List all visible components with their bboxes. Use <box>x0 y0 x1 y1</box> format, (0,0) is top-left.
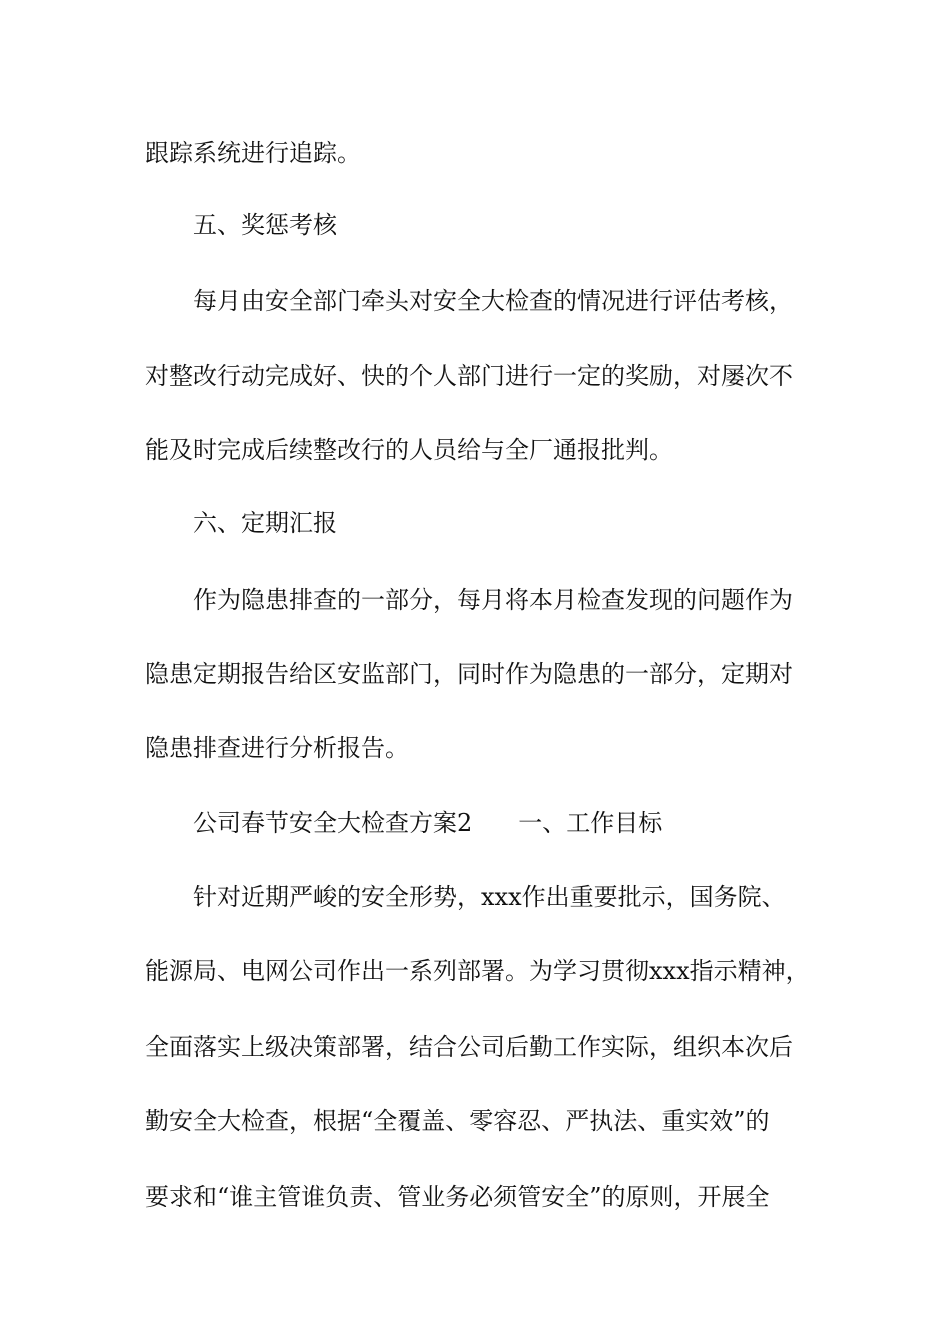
paragraph-line: 能源局、电网公司作出一系列部署。为学习贯彻xxx指示精神， <box>145 957 810 985</box>
paragraph-line: 隐患排查进行分析报告。 <box>145 734 409 762</box>
section-heading-goals: 一、工作目标 <box>518 809 663 837</box>
paragraph-line: 能及时完成后续整改行的人员给与全厂通报批判。 <box>145 436 673 464</box>
plan-title: 公司春节安全大检查方案2 <box>193 809 473 837</box>
paragraph-line: 全面落实上级决策部署，结合公司后勤工作实际，组织本次后 <box>145 1033 793 1061</box>
paragraph-line: 每月由安全部门牵头对安全大检查的情况进行评估考核， <box>193 287 793 315</box>
paragraph-line: 作为隐患排查的一部分，每月将本月检查发现的问题作为 <box>193 586 793 614</box>
section-heading-report: 六、定期汇报 <box>193 509 337 537</box>
section-heading-rewards: 五、奖惩考核 <box>193 211 337 239</box>
paragraph-line: 针对近期严峻的安全形势，xxx作出重要批示，国务院、 <box>193 883 786 911</box>
paragraph-line: 勤安全大检查，根据“全覆盖、零容忍、严执法、重实效”的 <box>145 1107 770 1135</box>
paragraph-line: 跟踪系统进行追踪。 <box>145 139 361 167</box>
paragraph-line: 对整改行动完成好、快的个人部门进行一定的奖励，对屡次不 <box>145 362 793 390</box>
plan-title-line <box>193 808 662 838</box>
paragraph-line: 要求和“谁主管谁负责、管业务必须管安全”的原则，开展全 <box>145 1183 770 1211</box>
paragraph-line: 隐患定期报告给区安监部门，同时作为隐患的一部分，定期对 <box>145 660 793 688</box>
